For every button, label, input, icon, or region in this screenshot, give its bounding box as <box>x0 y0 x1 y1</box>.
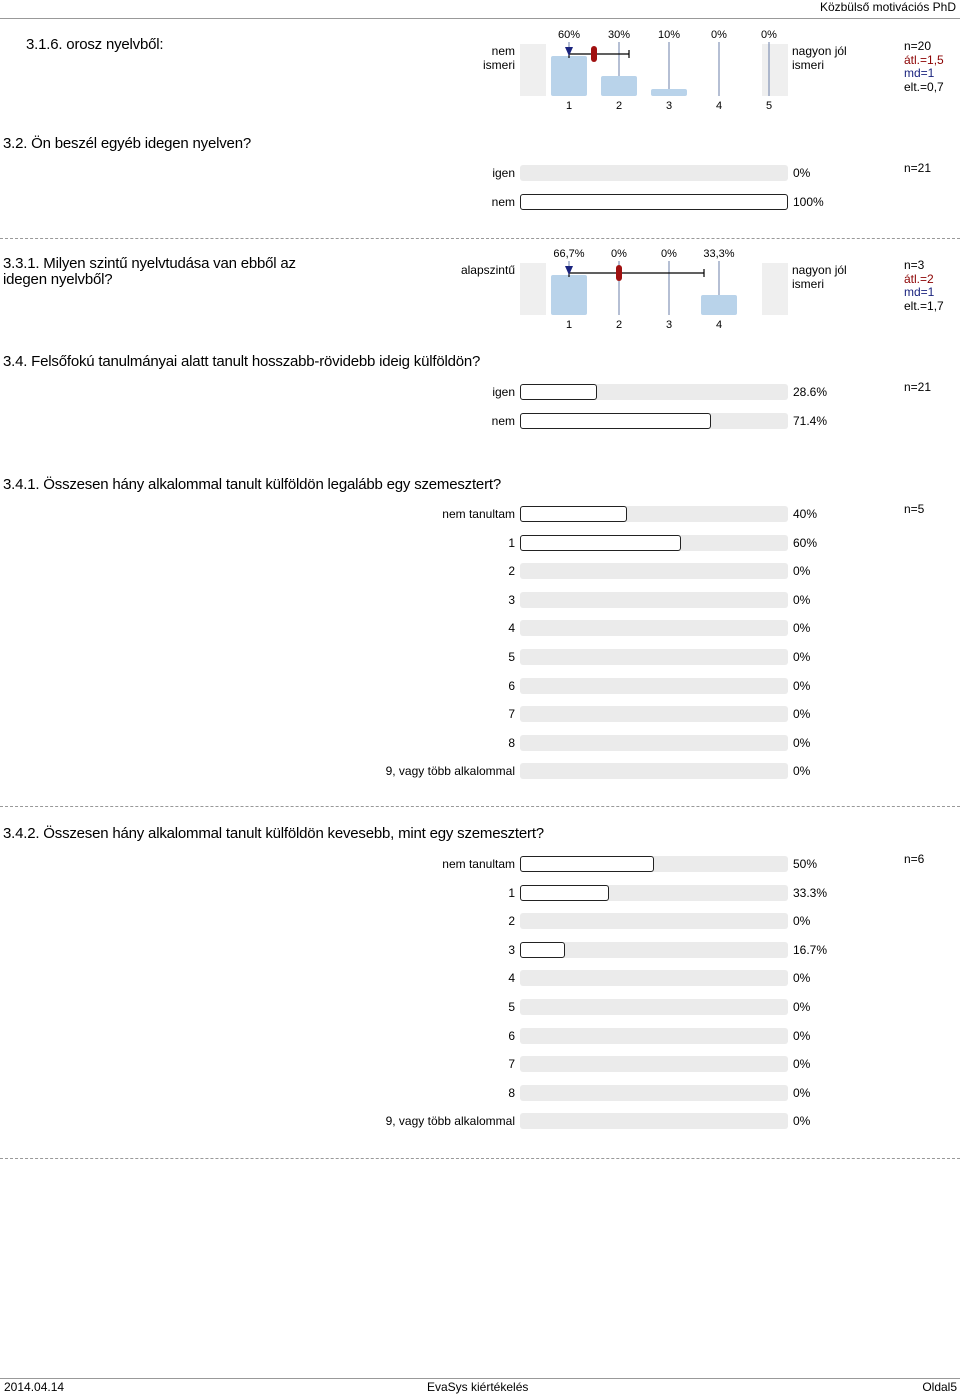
answer-label: 6 <box>508 1029 515 1043</box>
stat-n: n=21 <box>904 161 932 175</box>
answer-bar-track <box>520 763 788 779</box>
scale-number-label: 1 <box>565 100 573 112</box>
answer-label: 8 <box>508 736 515 750</box>
stat-n: n=5 <box>904 502 925 516</box>
answer-bar-track <box>520 535 788 551</box>
answer-bar-track <box>520 649 788 665</box>
stat-n: n=3 <box>904 258 925 272</box>
answer-percent: 0% <box>793 564 811 578</box>
answer-percent: 0% <box>793 621 811 635</box>
distribution-chart-3-1-6 <box>540 26 780 114</box>
distribution-bar <box>651 89 687 96</box>
answer-bar-track <box>520 563 788 579</box>
section-divider <box>0 806 960 807</box>
answer-bar-fill <box>520 413 711 429</box>
scale-right-label <box>792 44 872 72</box>
scale-number-label: 5 <box>765 100 773 112</box>
scale-number-label: 4 <box>715 319 723 331</box>
scale-number-label: 1 <box>565 319 573 331</box>
answer-percent: 0% <box>793 1086 811 1100</box>
answer-percent: 40% <box>793 507 818 521</box>
answer-bar-track <box>520 620 788 636</box>
answer-bar-track <box>520 1085 788 1101</box>
answer-label: 1 <box>508 536 515 550</box>
median-marker <box>565 266 573 275</box>
answer-percent: 0% <box>793 971 811 985</box>
footer-page: Oldal5 <box>922 1380 957 1394</box>
answer-label: 3 <box>508 943 515 957</box>
distribution-percent-label: 0% <box>661 248 677 260</box>
answer-percent: 0% <box>793 166 811 180</box>
distribution-percent-label: 33,3% <box>703 248 735 260</box>
stat-mean: átl.=2 <box>904 271 934 286</box>
answer-bar-track <box>520 384 788 400</box>
answer-label: 5 <box>508 1000 515 1014</box>
answer-label: 7 <box>508 707 515 721</box>
answer-bar-fill <box>520 384 597 400</box>
scale-left-label-line: ismeri <box>483 58 515 72</box>
distribution-bar <box>551 275 587 315</box>
scale-number-label: 3 <box>665 100 673 112</box>
scale-number-label: 4 <box>715 100 723 112</box>
answer-bar-track <box>520 885 788 901</box>
answer-label: 9, vagy több alkalommal <box>385 1114 515 1128</box>
question-title-3-3-1 <box>3 256 296 288</box>
question-title-3-4: 3.4. Felsőfokú tanulmányai alatt tanult hosszabb-rövidebb ideig külföldön? <box>3 353 481 370</box>
answer-bar-fill <box>520 506 627 522</box>
distribution-bar <box>601 76 637 96</box>
answer-label: 5 <box>508 650 515 664</box>
stat-n: n=21 <box>904 380 932 394</box>
mean-marker <box>616 265 622 281</box>
answer-label: 6 <box>508 679 515 693</box>
answer-label: 2 <box>508 564 515 578</box>
stat-n: n=6 <box>904 852 925 866</box>
scale-right-label-line: ismeri <box>792 277 824 291</box>
answer-label: 1 <box>508 886 515 900</box>
scale-right-label-line: ismeri <box>792 58 824 72</box>
answer-label: nem <box>491 195 515 209</box>
question-title-3-4-1: 3.4.1. Összesen hány alkalommal tanult külföldön legalább egy szemesztert? <box>3 476 501 493</box>
answer-percent: 0% <box>793 1057 811 1071</box>
answer-percent: 50% <box>793 857 818 871</box>
answer-bar-fill <box>520 885 609 901</box>
distribution-percent-label: 30% <box>607 29 631 41</box>
answer-percent: 71.4% <box>793 414 828 428</box>
question-title-3-1-6: 3.1.6. orosz nyelvből: <box>26 36 164 53</box>
footer-center: EvaSys kiértékelés <box>427 1380 529 1394</box>
mean-marker <box>591 46 597 62</box>
scale-right-label-line: nagyon jól <box>792 263 847 277</box>
answer-percent: 0% <box>793 1000 811 1014</box>
answer-bar-fill <box>520 856 654 872</box>
document-header-title: Közbülső motivációs PhD <box>819 0 956 14</box>
answer-bar-fill <box>520 942 565 958</box>
distribution-percent-label: 66,7% <box>553 248 585 260</box>
answer-label: nem tanultam <box>442 857 515 871</box>
answer-bar-track <box>520 1056 788 1072</box>
scale-number-label: 2 <box>615 100 623 112</box>
answer-bar-fill <box>520 194 788 210</box>
answer-label: nem tanultam <box>442 507 515 521</box>
question-title-line: 3.3.1. Milyen szintű nyelvtudása van ebből az <box>3 255 296 272</box>
distribution-percent-label: 0% <box>761 29 777 41</box>
answer-bar-track <box>520 506 788 522</box>
answer-bar-track <box>520 1028 788 1044</box>
answer-label: igen <box>492 385 515 399</box>
section-divider <box>0 1158 960 1159</box>
answer-bar-track <box>520 678 788 694</box>
answer-bar-track <box>520 999 788 1015</box>
scale-right-label-line: nagyon jól <box>792 44 847 58</box>
answer-percent: 0% <box>793 1029 811 1043</box>
section-divider <box>0 238 960 239</box>
answer-percent: 0% <box>793 1114 811 1128</box>
answer-label: 4 <box>508 621 515 635</box>
answer-percent: 0% <box>793 679 811 693</box>
distribution-bar <box>701 295 737 315</box>
answer-label: nem <box>491 414 515 428</box>
answer-bar-track <box>520 942 788 958</box>
answer-bar-track <box>520 970 788 986</box>
footer-rule <box>0 1378 960 1379</box>
stat-median: md=1 <box>904 66 935 80</box>
scale-left-label-line: nem <box>491 44 515 58</box>
answer-bar-track <box>520 592 788 608</box>
distribution-chart-3-3-1 <box>540 245 780 333</box>
answer-percent: 0% <box>793 650 811 664</box>
distribution-percent-label: 0% <box>711 29 727 41</box>
answer-label: igen <box>492 166 515 180</box>
scale-number-label: 2 <box>615 319 623 331</box>
answer-bar-track <box>520 194 788 210</box>
answer-label: 8 <box>508 1086 515 1100</box>
answer-label: 2 <box>508 914 515 928</box>
stats-block-3-1-6 <box>904 40 944 94</box>
answer-label: 7 <box>508 1057 515 1071</box>
stat-deviation: elt.=1,7 <box>904 298 944 313</box>
stat-mean: átl.=1,5 <box>904 52 944 67</box>
answer-label: 9, vagy több alkalommal <box>385 764 515 778</box>
question-title-3-4-2: 3.4.2. Összesen hány alkalommal tanult külföldön kevesebb, mint egy szemesztert? <box>3 825 544 842</box>
stat-n: n=20 <box>904 39 932 53</box>
median-marker <box>565 47 573 56</box>
answer-bar-track <box>520 735 788 751</box>
footer-date: 2014.04.14 <box>4 1380 65 1394</box>
distribution-percent-label: 0% <box>611 248 627 260</box>
answer-bar-track <box>520 913 788 929</box>
answer-percent: 60% <box>793 536 818 550</box>
header-rule <box>0 18 960 19</box>
answer-percent: 0% <box>793 707 811 721</box>
stat-median: md=1 <box>904 285 935 299</box>
answer-bar-track <box>520 413 788 429</box>
answer-percent: 100% <box>793 195 824 209</box>
answer-label: 4 <box>508 971 515 985</box>
answer-bar-track <box>520 165 788 181</box>
answer-bar-track <box>520 706 788 722</box>
stats-block-3-3-1 <box>904 259 944 313</box>
scale-number-label: 3 <box>665 319 673 331</box>
scale-right-label <box>792 263 872 291</box>
scale-left-label: alapszintű <box>460 263 515 277</box>
answer-bar-track <box>520 856 788 872</box>
answer-percent: 0% <box>793 764 811 778</box>
question-title-line: idegen nyelvből? <box>3 271 113 288</box>
stat-deviation: elt.=0,7 <box>904 79 944 94</box>
answer-percent: 28.6% <box>793 385 828 399</box>
answer-bar-fill <box>520 535 681 551</box>
distribution-percent-label: 60% <box>557 29 581 41</box>
scale-left-label <box>440 44 515 72</box>
distribution-percent-label: 10% <box>657 29 681 41</box>
answer-percent: 0% <box>793 914 811 928</box>
question-title-3-2: 3.2. Ön beszél egyéb idegen nyelven? <box>3 135 251 152</box>
answer-percent: 16.7% <box>793 943 828 957</box>
answer-percent: 33.3% <box>793 886 828 900</box>
answer-bar-track <box>520 1113 788 1129</box>
answer-label: 3 <box>508 593 515 607</box>
distribution-bar <box>551 56 587 96</box>
answer-percent: 0% <box>793 736 811 750</box>
answer-percent: 0% <box>793 593 811 607</box>
